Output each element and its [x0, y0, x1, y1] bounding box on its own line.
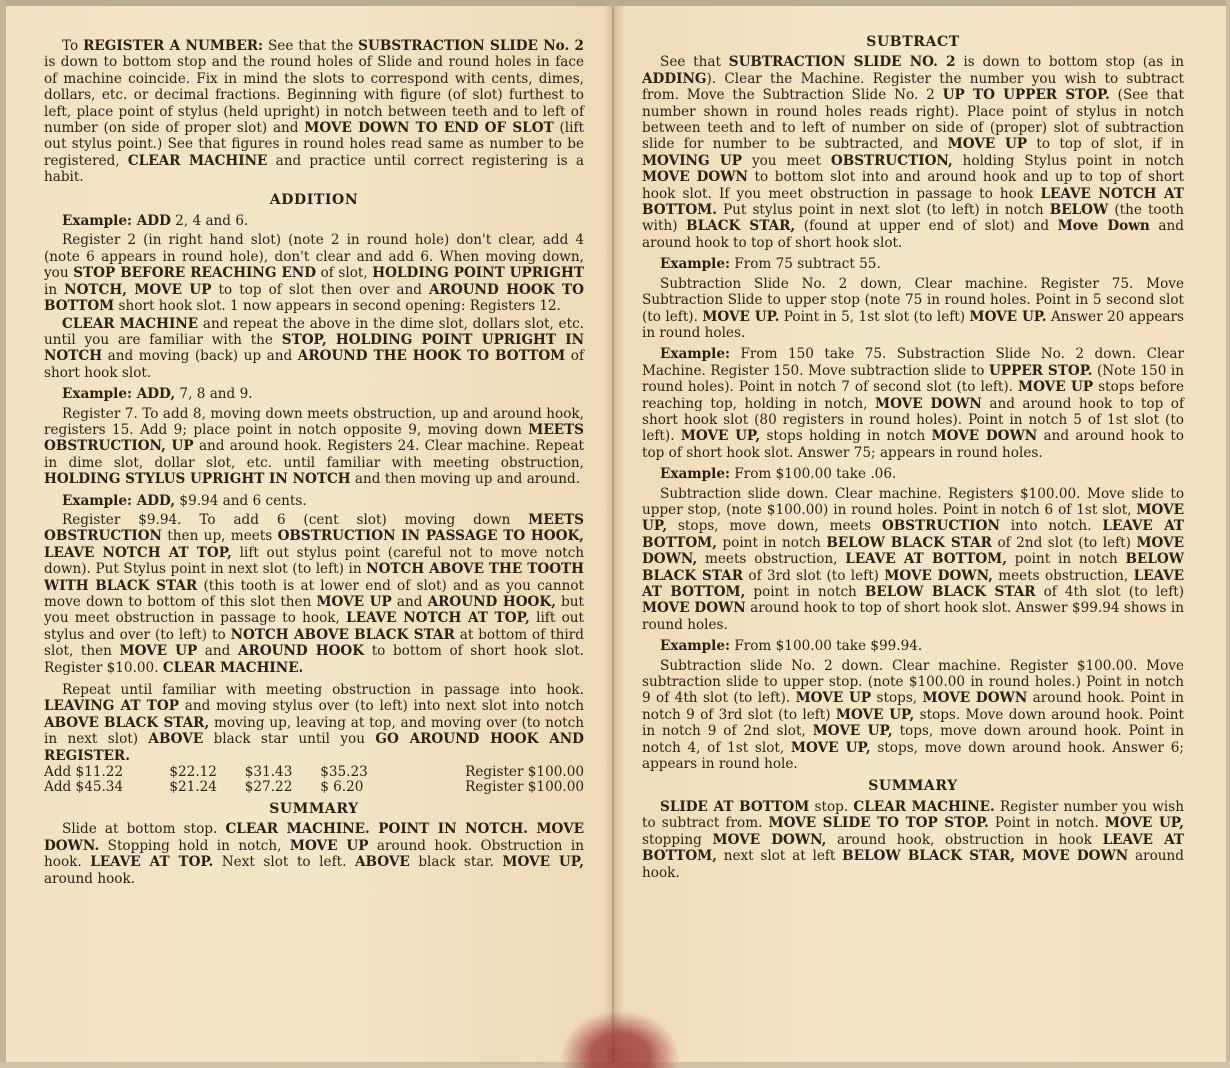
text-run: 2, 4 and 6.: [170, 213, 249, 230]
text-run: (lift out stylus point.) See that figures in round holes read same as number to be registered,: [44, 120, 584, 169]
text-run: From $100.00 take .06.: [730, 466, 897, 483]
bold-text: LEAVE AT TOP.: [90, 854, 214, 871]
center-fold: [604, 0, 624, 1068]
bold-text: MOVE DOWN,: [642, 534, 1185, 568]
summary-paragraph-left: [44, 821, 584, 887]
bold-text: AROUND HOOK TO BOTTOM: [44, 281, 584, 315]
text-run: and: [197, 643, 238, 660]
bold-text: MOVING UP: [642, 152, 743, 169]
table-cell: $27.22: [244, 779, 293, 796]
bold-text: STOP, HOLDING POINT UPRIGHT IN NOTCH: [44, 331, 584, 365]
bold-text: LEAVE AT BOTTOM,: [642, 831, 1184, 865]
page-edge-right: [1226, 0, 1230, 1068]
text-run: Subtraction slide No. 2 down. Clear machine. Register $100.00. Move subtraction slide to upper stop. (note $100.00 in round holes.) Point in notch 9 of 4th slot (to left).: [642, 657, 1184, 707]
bold-text: ADDING: [642, 70, 707, 87]
text-run: 7, 8 and 9.: [175, 386, 253, 403]
text-run: of 3rd slot (to left): [743, 567, 885, 584]
register-paragraph: [44, 38, 584, 186]
clear-machine-paragraph: [44, 316, 584, 382]
text-run: is down to bottom stop (as in: [955, 54, 1184, 71]
bold-text: Example:: [660, 346, 730, 363]
table-cell: Register $100.00: [465, 764, 584, 781]
bold-text: CLEAR MACHINE. POINT IN NOTCH. MOVE DOWN.: [44, 821, 585, 854]
bold-text: BELOW BLACK STAR, MOVE DOWN: [842, 848, 1129, 865]
bold-text: CLEAR MACHINE: [62, 315, 199, 332]
text-run: meets obstruction,: [992, 567, 1134, 584]
text-run: of short hook slot.: [44, 348, 584, 381]
addition-example-2-text: [44, 406, 584, 488]
bold-text: SLIDE AT BOTTOM: [660, 798, 810, 815]
bold-text: LEAVE NOTCH AT TOP,: [346, 610, 530, 627]
text-run: lift out stylus point (careful not to move notch down). Put Stylus point in next slot (to left) in: [44, 544, 584, 578]
text-run: and practice until correct registering is a habit.: [44, 152, 584, 186]
bold-text: MOVE DOWN: [642, 600, 746, 617]
text-run: to bottom slot into and around hook and up to top of short hook slot. If you meet obstruction in passage to hook: [642, 169, 1184, 202]
bold-text: ABOVE: [148, 731, 204, 748]
left-column: [44, 38, 584, 888]
bold-text: MOVE DOWN,: [712, 831, 827, 848]
text-run: From 150 take 75. Substraction Slide No. 2 down. Clear Machine. Register 150. Move subtraction slide to: [642, 346, 1184, 379]
text-run: stops. Move down around hook. Point in notch 9 of 2nd slot,: [642, 706, 1184, 740]
text-run: and moving stylus over (to left) into next slot into notch: [178, 698, 584, 715]
addition-example-3: [44, 493, 584, 509]
bold-text: REGISTER A NUMBER:: [83, 38, 264, 54]
bold-text: MOVE UP,: [1104, 815, 1184, 832]
bold-text: CLEAR MACHINE.: [853, 798, 995, 815]
addition-example-2: [44, 386, 584, 402]
bold-text: LEAVE NOTCH AT BOTTOM.: [642, 185, 1184, 219]
bold-text: AROUND HOOK: [237, 643, 365, 660]
bold-text: MOVE UP,: [642, 501, 1184, 535]
bold-text: Example: ADD,: [62, 386, 176, 403]
summary-heading-right: SUMMARY: [868, 778, 958, 795]
text-run: and around hook to top of short hook slot (80 registers in round holes). Point in notch 5 of 1st slot (to left).: [642, 395, 1184, 445]
text-run: around hook.: [44, 870, 136, 887]
text-run: tops, move down around hook. Point in notch 4, of 1st slot,: [642, 723, 1184, 756]
text-run: See that the: [263, 38, 359, 54]
subtract-example-1-text: [642, 276, 1184, 342]
bold-text: CLEAR MACHINE.: [162, 659, 304, 676]
text-run: in: [44, 281, 65, 298]
text-run: of slot,: [316, 265, 373, 282]
bold-text: MOVE UP: [289, 837, 369, 854]
text-run: stops before reaching top, holding in notch,: [642, 379, 1184, 412]
bold-text: AROUND HOOK,: [427, 594, 556, 610]
bold-text: HOLDING STYLUS UPRIGHT IN NOTCH: [44, 471, 351, 488]
text-run: and then moving up and around.: [350, 471, 581, 488]
bold-text: MEETS OBSTRUCTION, UP: [44, 421, 584, 455]
text-run: then up, meets: [161, 528, 278, 545]
bold-text: BLACK STAR,: [686, 218, 796, 235]
bold-text: MOVE DOWN: [922, 690, 1028, 707]
bold-text: Example:: [660, 256, 730, 273]
addition-example-1: [44, 213, 584, 229]
bold-text: MOVE UP: [795, 690, 872, 707]
text-run: stops, move down, meets: [667, 518, 882, 535]
text-run: stops, move down around hook. Answer 6; appears in round hole.: [642, 739, 1184, 773]
text-run: you meet: [742, 152, 831, 169]
text-run: Stopping hold in notch,: [99, 837, 290, 854]
text-run: stop.: [809, 798, 854, 815]
bold-text: CLEAR MACHINE: [127, 152, 268, 169]
bold-text: SUBTRACTION SLIDE NO. 2: [728, 54, 956, 71]
bold-text: MEETS OBSTRUCTION: [44, 511, 584, 545]
text-run: to top of slot, if in: [1027, 136, 1184, 153]
text-run: black star.: [409, 854, 503, 871]
bold-text: MOVE UP: [316, 594, 392, 610]
text-run: and around hook to top of short hook slot.: [642, 218, 1184, 251]
text-run: (found at upper end of slot) and: [795, 218, 1058, 235]
subtract-example-2-text: [642, 346, 1184, 461]
summary-heading-left: SUMMARY: [269, 801, 359, 818]
text-run: but you meet obstruction in passage to hook,: [44, 594, 585, 627]
subtract-example-3-text: [642, 486, 1184, 634]
bold-text: NOTCH, MOVE UP: [64, 281, 212, 298]
summary-paragraph-right: [642, 799, 1184, 881]
text-run: ). Clear the Machine. Register the number you wish to subtract from. Move the Subtraction Slide No. 2: [642, 70, 1184, 104]
text-run: to bottom of short hook slot. Register $10.00.: [44, 643, 584, 676]
repeat-paragraph: [44, 682, 584, 764]
text-run: to top of slot then over and: [211, 281, 429, 298]
bold-text: MOVE UP,: [812, 723, 893, 740]
text-run: around hook, obstruction in hook: [826, 831, 1103, 848]
text-run: lift out stylus and over (to left) to: [44, 610, 585, 643]
addition-example-1-text: [44, 232, 584, 314]
bold-text: LEAVE AT BOTTOM,: [642, 518, 1185, 551]
text-run: stopping: [642, 831, 713, 848]
text-run: at bottom of third slot, then: [44, 626, 584, 660]
bold-text: ABOVE: [354, 854, 410, 871]
text-run: moving up, leaving at top, and moving over (to notch in next slot): [44, 714, 584, 748]
subtract-example-4-text: [642, 658, 1184, 773]
text-run: Point in notch.: [988, 815, 1105, 832]
page-edge-left: [0, 0, 6, 1068]
bold-text: MOVE UP: [947, 136, 1028, 153]
bold-text: OBSTRUCTION,: [830, 152, 953, 169]
text-run: Subtraction Slide No. 2 down, Clear machine. Register 75. Move Subtraction Slide to upper stop (note 75 in round holes. Point in 5 second slot (to left).: [642, 275, 1184, 325]
text-run: point in notch: [745, 584, 865, 600]
bold-text: MOVE UP: [1018, 379, 1094, 396]
text-run: Put stylus point in next slot (to left) in notch: [716, 202, 1050, 219]
table-cell: $22.12: [169, 764, 217, 781]
text-run: (the tooth with): [642, 202, 1184, 235]
text-run: is down to bottom stop and the round holes of Slide and round holes in face of machine coincide. Fix in mind the slots to correspond with cents, dimes, dollars, etc. or decimal fractions. Beginning with figure (of slot) furthest to left, place point of stylus (held upright) in notch between teeth and to left of number (on side of proper slot) and: [44, 54, 584, 137]
text-run: stops,: [871, 690, 923, 707]
text-run: and around hook. Registers 24. Clear machine. Repeat in dime slot, dollar slot, etc. until familiar with meeting obstruction,: [44, 438, 584, 471]
bold-text: MOVE UP,: [790, 739, 871, 756]
bold-text: MOVE DOWN: [875, 395, 982, 412]
text-run: Point in 5, 1st slot (to left): [779, 308, 970, 325]
table-cell: $35.23: [320, 764, 368, 781]
text-run: next slot at left: [716, 848, 843, 865]
text-run: Repeat until familiar with meeting obstruction in passage into hook.: [62, 682, 584, 699]
text-run: (this tooth is at lower end of slot) and as you cannot move down to bottom of this slot then: [44, 577, 584, 610]
text-run: Register number you wish to subtract from.: [642, 798, 1184, 832]
text-run: of 2nd slot (to left): [991, 534, 1137, 551]
table-cell: Add $11.22: [44, 764, 124, 781]
bold-text: SUBSTRACTION SLIDE No. 2: [358, 38, 584, 54]
table-cell: $ 6.20: [320, 779, 364, 796]
subtract-example-4: [642, 638, 1184, 654]
text-run: Answer 20 appears in round holes.: [642, 308, 1185, 341]
bold-text: MOVE UP,: [680, 428, 761, 445]
text-run: around hook to top of short hook slot. Answer $99.94 shows in round holes.: [642, 600, 1184, 633]
bold-text: MOVE UP,: [835, 706, 915, 723]
text-run: point in notch: [716, 534, 827, 551]
bold-text: UP TO UPPER STOP.: [942, 87, 1110, 104]
text-run: $9.94 and 6 cents.: [175, 492, 307, 509]
bold-text: BELOW: [1049, 202, 1109, 219]
bold-text: ABOVE BLACK STAR,: [44, 714, 210, 731]
bold-text: NOTCH ABOVE BLACK STAR: [230, 626, 455, 643]
text-run: short hook slot. 1 now appears in second opening: Registers 12.: [114, 298, 562, 315]
addition-heading: ADDITION: [269, 191, 359, 208]
table-row: [44, 765, 584, 780]
bold-text: MOVE UP.: [702, 308, 780, 325]
text-run: holding Stylus point in notch: [952, 152, 1184, 169]
text-run: point in notch: [1006, 551, 1126, 568]
table-row: [44, 780, 584, 795]
bold-text: LEAVING AT TOP: [44, 698, 179, 715]
bold-text: MOVE UP,: [502, 854, 584, 871]
bold-text: MOVE DOWN: [642, 169, 748, 186]
addition-example-3-text: [44, 512, 584, 676]
bold-text: MOVE SLIDE TO TOP STOP.: [768, 815, 989, 832]
subtract-heading: SUBTRACT: [866, 34, 960, 50]
bold-text: STOP BEFORE REACHING END: [73, 265, 317, 282]
text-run: and around hook to top of short hook slot. Answer 75; appears in round holes.: [642, 428, 1184, 461]
bold-text: MOVE UP.: [969, 308, 1047, 325]
text-run: See that: [660, 54, 729, 71]
bold-text: UPPER STOP.: [989, 362, 1093, 379]
subtract-example-1: [642, 256, 1184, 272]
text-run: Register 7. To add 8, moving down meets obstruction, up and around hook, registers 15. Add 9; place point in notch opposite 9, moving down: [44, 405, 584, 438]
bold-text: MOVE DOWN,: [884, 567, 993, 584]
text-run: Subtraction slide down. Clear machine. Registers $100.00. Move slide to upper stop, (note $100.00) in round holes. Point in notch 6 of 1st slot,: [642, 485, 1184, 518]
text-run: Register 2 (in right hand slot) (note 2 in round hole) don't clear, add 4 (note 6 appears in round hole), don't clear and add 6. When moving down, you: [44, 232, 584, 282]
text-run: Register $9.94. To add 6 (cent slot) moving down: [62, 511, 529, 528]
bold-text: Example:: [62, 213, 137, 230]
red-wax-stain: [560, 1010, 680, 1068]
bold-text: HOLDING POINT UPRIGHT: [372, 265, 584, 282]
bold-text: LEAVE AT BOTTOM,: [642, 567, 1184, 600]
text-run: into notch.: [999, 518, 1103, 535]
right-column: [642, 34, 1184, 882]
text-run: From $100.00 take $99.94.: [730, 638, 923, 655]
bold-text: Example: ADD,: [62, 492, 176, 509]
subtract-example-3: [642, 466, 1184, 482]
table-cell: $21.24: [169, 779, 217, 796]
text-run: From 75 subtract 55.: [730, 256, 881, 273]
bold-text: OBSTRUCTION: [881, 518, 1000, 535]
table-cell: $31.43: [244, 764, 293, 781]
text-run: (See that number shown in round holes reads right). Place point of stylus in notch between teeth and to left of number on side of (proper) slot of subtraction slide for number to be subtracted, and: [642, 87, 1185, 153]
text-run: meets obstruction,: [697, 551, 846, 568]
bold-text: AROUND THE HOOK TO BOTTOM: [297, 348, 566, 365]
text-run: Next slot to left.: [213, 854, 355, 871]
bold-text: OBSTRUCTION IN PASSAGE TO HOOK, LEAVE NOTCH AT TOP,: [44, 528, 584, 561]
bold-text: Example:: [660, 466, 730, 483]
bold-text: ADD: [136, 213, 171, 230]
bold-text: Example:: [660, 638, 730, 655]
bold-text: Move Down: [1057, 218, 1150, 235]
bold-text: GO AROUND HOOK AND REGISTER.: [44, 731, 584, 764]
addition-practice-table: [44, 765, 584, 795]
bold-text: MOVE DOWN TO END OF SLOT: [304, 120, 554, 137]
bold-text: NOTCH ABOVE THE TOOTH WITH BLACK STAR: [44, 561, 584, 594]
bold-text: MOVE DOWN: [931, 428, 1038, 445]
text-run: of 4th slot (to left): [1035, 584, 1184, 600]
text-run: and moving (back) up and: [102, 348, 298, 365]
text-run: around hook. Obstruction in hook.: [44, 837, 585, 871]
text-run: around hook. Point in notch 9 of 3rd slot (to left): [642, 690, 1185, 723]
bold-text: LEAVE AT BOTTOM,: [845, 551, 1007, 568]
bold-text: BELOW BLACK STAR: [864, 584, 1036, 600]
page-edge-top: [0, 0, 1230, 6]
text-run: and: [391, 594, 428, 610]
table-cell: Add $45.34: [44, 779, 124, 796]
text-run: and repeat the above in the dime slot, dollars slot, etc. until you are familiar with the: [44, 315, 584, 348]
text-run: around hook.: [642, 848, 1184, 881]
subtract-intro-paragraph: [642, 54, 1184, 251]
table-cell: Register $100.00: [465, 779, 584, 796]
text-run: To: [62, 38, 84, 54]
bold-text: MOVE UP: [119, 643, 198, 660]
bold-text: BELOW BLACK STAR: [642, 551, 1184, 584]
text-run: Slide at bottom stop.: [62, 821, 226, 838]
text-run: stops holding in notch: [760, 428, 932, 445]
text-run: black star until you: [203, 731, 376, 748]
text-run: (Note 150 in round holes). Point in notch 7 of second slot (to left).: [642, 362, 1184, 396]
bold-text: BELOW BLACK STAR: [826, 534, 992, 551]
